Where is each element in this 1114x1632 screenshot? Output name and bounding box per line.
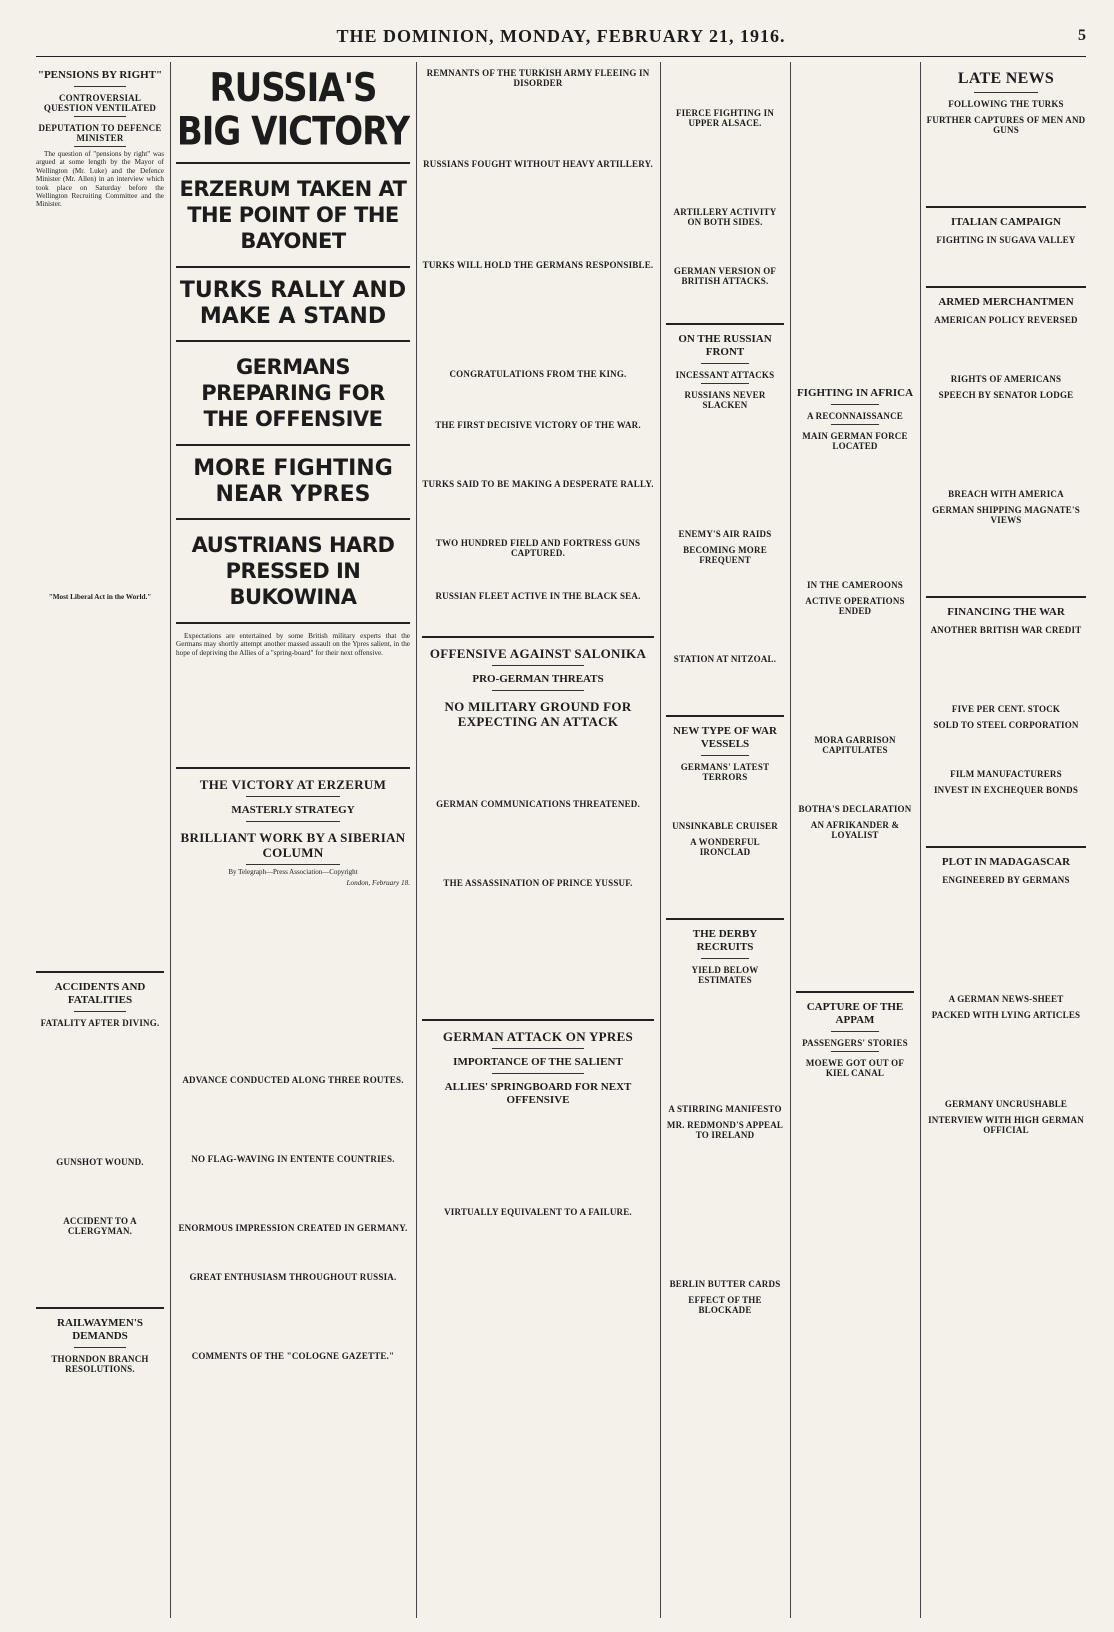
article-body-placeholder	[36, 603, 164, 963]
subhead-gunshot: GUNSHOT WOUND.	[56, 1157, 144, 1168]
subhead-german-version: GERMAN VERSION OF BRITISH ATTACKS.	[673, 266, 777, 286]
headline-salonika: OFFENSIVE AGAINST SALONIKA	[429, 646, 647, 661]
article-body-placeholder	[926, 328, 1086, 368]
subhead-interview: INTERVIEW WITH HIGH GERMAN OFFICIAL	[928, 1115, 1084, 1135]
subhead-five-per-cent: FIVE PER CENT. STOCK	[951, 704, 1061, 714]
subhead-blockade: EFFECT OF THE BLOCKADE	[688, 1295, 762, 1315]
subhead-war-credit: ANOTHER BRITISH WAR CREDIT	[930, 625, 1082, 635]
headline-armed-merchantmen: ARMED MERCHANTMEN	[938, 296, 1074, 308]
subhead-masterly: MASTERLY STRATEGY	[231, 804, 355, 817]
subhead-three-routes: ADVANCE CONDUCTED ALONG THREE ROUTES.	[182, 1075, 404, 1086]
subhead-film-manufacturers: FILM MANUFACTURERS	[950, 769, 1062, 779]
column-russia-victory	[176, 62, 410, 1618]
article-body-placeholder	[796, 843, 914, 983]
article-body-placeholder	[36, 1031, 164, 1151]
article-body-placeholder	[926, 1023, 1086, 1093]
headline-austrians-pressed: AUSTRIANS HARD PRESSED IN BUKOWINA	[191, 533, 395, 609]
article-body-placeholder	[176, 889, 410, 1069]
article-text: The question of "pensions by right" was argued at some length by the Mayor of Wellington (Mr. Luke) and the Defence Minister (Mr. Allen) in an interview which took place on Saturday before the Wellington Recruiting Committee and the Minister.	[36, 150, 164, 209]
article-body-placeholder	[796, 454, 914, 574]
subhead-prince-yussuf: THE ASSASSINATION OF PRINCE YUSSUF.	[443, 878, 633, 888]
subhead-latest-terrors: GERMANS' LATEST TERRORS	[680, 762, 770, 782]
subhead-fatality: FATALITY AFTER DIVING.	[40, 1018, 160, 1029]
subhead-operations-ended: ACTIVE OPERATIONS ENDED	[805, 596, 905, 616]
headline-new-war-vessels: NEW TYPE OF WAR VESSELS	[673, 725, 777, 750]
subhead-news-sheet: A GERMAN NEWS-SHEET	[948, 994, 1064, 1004]
headline-victory-erzerum: THE VICTORY AT ERZERUM	[199, 777, 387, 793]
headline-accidents: ACCIDENTS AND FATALITIES	[54, 981, 146, 1007]
subhead-sugava: FIGHTING IN SUGAVA VALLEY	[936, 235, 1076, 245]
article-body-placeholder	[926, 248, 1086, 278]
subhead-salient: IMPORTANCE OF THE SALIENT	[453, 1056, 623, 1068]
subhead-mora-capitulates: MORA GARRISON CAPITULATES	[814, 735, 896, 755]
article-body-placeholder	[422, 733, 654, 793]
subhead-main-german-force: MAIN GERMAN FORCE LOCATED	[802, 431, 908, 451]
article-body-placeholder	[36, 1239, 164, 1299]
article-text: Expectations are entertained by some British military experts that the Germans may shortly attempt another massed assault on the Ypres salient, in the hope of depriving the Allies of a "spring-board" for their next offensive.	[176, 632, 410, 657]
dateline: London, February 18.	[346, 878, 410, 887]
column-rule	[920, 62, 921, 1618]
subhead-stirring-manifesto: A STIRRING MANIFESTO	[668, 1104, 782, 1114]
article-body-placeholder	[926, 888, 1086, 988]
headline-financing-war: FINANCING THE WAR	[947, 606, 1065, 618]
article-body-placeholder	[666, 62, 784, 102]
article-body-placeholder	[666, 131, 784, 201]
subhead-air-raids: ENEMY'S AIR RAIDS	[678, 529, 772, 539]
subhead-first-decisive: THE FIRST DECISIVE VICTORY OF THE WAR.	[435, 420, 641, 430]
column-rule	[660, 62, 661, 1618]
subhead-following-turks: FOLLOWING THE TURKS	[948, 99, 1064, 109]
subhead-botha: BOTHA'S DECLARATION	[798, 804, 912, 814]
subhead-enormous-impression: ENORMOUS IMPRESSION CREATED IN GERMANY.	[178, 1223, 408, 1234]
column-turkish-army	[422, 62, 654, 1618]
headline-russian-front: ON THE RUSSIAN FRONT	[678, 333, 772, 358]
article-body-placeholder	[422, 561, 654, 585]
headline-russias-big-victory: RUSSIA'S BIG VICTORY	[176, 65, 410, 155]
article-body-placeholder	[666, 667, 784, 707]
subhead-no-military-ground: NO MILITARY GROUND FOR EXPECTING AN ATTACK	[444, 699, 632, 729]
article-body-placeholder	[666, 1143, 784, 1273]
article-body-placeholder	[926, 733, 1086, 763]
headline-erzerum-taken: ERZERUM TAKEN AT THE POINT OF THE BAYONET	[179, 177, 407, 253]
article-body-placeholder	[176, 1285, 410, 1345]
article-body-placeholder	[926, 403, 1086, 483]
headline-germans-preparing: GERMANS PREPARING FOR THE OFFENSIVE	[201, 355, 385, 431]
subhead-more-frequent: BECOMING MORE FREQUENT	[683, 545, 767, 565]
headline-italian-campaign: ITALIAN CAMPAIGN	[951, 216, 1061, 228]
subhead-deputation: DEPUTATION TO DEFENCE MINISTER	[38, 123, 162, 143]
subhead-controversial: CONTROVERSIAL QUESTION VENTILATED	[43, 93, 157, 113]
subhead-liberal-act: "Most Liberal Act in the World."	[48, 592, 152, 601]
article-body-placeholder	[422, 891, 654, 1011]
column-pensions	[36, 62, 164, 1618]
dispatch-source: By Telegraph—Press Association—Copyright	[228, 868, 358, 877]
subhead-engineered: ENGINEERED BY GERMANS	[942, 875, 1070, 885]
column-rule	[170, 62, 171, 1618]
subhead-without-artillery: RUSSIANS FOUGHT WITHOUT HEAVY ARTILLERY.	[423, 159, 653, 169]
column-rule	[790, 62, 791, 1618]
subhead-lying-articles: PACKED WITH LYING ARTICLES	[931, 1010, 1081, 1020]
article-body-placeholder	[36, 211, 164, 591]
masthead	[36, 26, 1086, 57]
article-body-placeholder	[796, 619, 914, 729]
article-body-placeholder	[666, 785, 784, 815]
headline-derby-recruits: THE DERBY RECRUITS	[692, 928, 758, 953]
subhead-below-estimates: YIELD BELOW ESTIMATES	[691, 965, 759, 985]
subhead-turks-responsible: TURKS WILL HOLD THE GERMANS RESPONSIBLE.	[422, 260, 654, 270]
subhead-artillery-activity: ARTILLERY ACTIVITY ON BOTH SIDES.	[673, 207, 777, 227]
article-body-placeholder	[422, 172, 654, 254]
article-body-placeholder	[666, 230, 784, 260]
headline-madagascar: PLOT IN MADAGASCAR	[941, 856, 1071, 868]
headline-fighting-africa: FIGHTING IN AFRICA	[796, 387, 914, 399]
subhead-equivalent-failure: VIRTUALLY EQUIVALENT TO A FAILURE.	[444, 1207, 632, 1217]
column-late-news	[926, 62, 1086, 1618]
subhead-great-enthusiasm: GREAT ENTHUSIASM THROUGHOUT RUSSIA.	[189, 1272, 397, 1283]
article-body-placeholder	[176, 1236, 410, 1266]
subhead-cameroons: IN THE CAMEROONS	[806, 580, 904, 590]
page-number: 5	[1078, 27, 1086, 44]
subhead-two-hundred-guns: TWO HUNDRED FIELD AND FORTRESS GUNS CAPTURED.	[435, 538, 641, 558]
headline-fighting-near-ypres: MORE FIGHTING NEAR YPRES	[193, 456, 393, 507]
subhead-american-policy: AMERICAN POLICY REVERSED	[934, 315, 1078, 325]
subhead-afrikander: AN AFRIKANDER & LOYALIST	[810, 820, 900, 840]
headline-pensions: "PENSIONS BY RIGHT"	[37, 69, 163, 81]
article-body-placeholder	[666, 860, 784, 910]
article-body-placeholder	[926, 638, 1086, 698]
column-rule	[416, 62, 417, 1618]
subhead-steel-corporation: SOLD TO STEEL CORPORATION	[933, 720, 1079, 730]
article-body-placeholder	[176, 1167, 410, 1217]
subhead-butter-cards: BERLIN BUTTER CARDS	[669, 1279, 781, 1289]
subhead-never-slacken: RUSSIANS NEVER SLACKEN	[684, 390, 766, 410]
headline-railwaymen: RAILWAYMEN'S DEMANDS	[57, 1317, 143, 1343]
subhead-upper-alsace: FIERCE FIGHTING IN UPPER ALSACE.	[675, 108, 775, 128]
article-body-placeholder	[36, 1170, 164, 1210]
subhead-thorndon: THORNDON BRANCH RESOLUTIONS.	[51, 1354, 149, 1375]
subhead-nitzoal: STATION AT NITZOAL.	[673, 654, 777, 664]
article-body-placeholder	[422, 273, 654, 363]
article-body-placeholder	[422, 492, 654, 532]
subhead-clergyman: ACCIDENT TO A CLERGYMAN.	[63, 1216, 137, 1237]
subhead-black-sea: RUSSIAN FLEET ACTIVE IN THE BLACK SEA.	[435, 591, 641, 601]
article-body-placeholder	[666, 988, 784, 1098]
subhead-siberian-column: BRILLIANT WORK BY A SIBERIAN COLUMN	[180, 830, 406, 861]
headline-turks-rally: TURKS RALLY AND MAKE A STAND	[179, 278, 407, 329]
headline-appam: CAPTURE OF THE APPAM	[806, 1001, 904, 1026]
article-body-placeholder	[176, 1088, 410, 1148]
article-body-placeholder	[926, 528, 1086, 588]
column-africa	[796, 380, 914, 1618]
subhead-incessant-attacks: INCESSANT ATTACKS	[675, 370, 775, 380]
subhead-cologne-gazette: COMMENTS OF THE "COLOGNE GAZETTE."	[191, 1351, 395, 1362]
subhead-redmond: MR. REDMOND'S APPEAL TO IRELAND	[666, 1120, 784, 1140]
subhead-springboard: ALLIES' SPRINGBOARD FOR NEXT OFFENSIVE	[444, 1081, 632, 1106]
article-body-placeholder	[926, 798, 1086, 838]
subhead-wonderful-ironclad: A WONDERFUL IRONCLAD	[690, 837, 760, 857]
subhead-desperate-rally: TURKS SAID TO BE MAKING A DESPERATE RALLY.	[422, 479, 654, 489]
subhead-passengers: PASSENGERS' STORIES	[802, 1038, 908, 1048]
article-body-placeholder	[666, 413, 784, 523]
article-body-placeholder	[422, 382, 654, 414]
subhead-unsinkable: UNSINKABLE CRUISER	[672, 821, 778, 831]
subhead-senator-lodge: SPEECH BY SENATOR LODGE	[938, 390, 1074, 400]
subhead-king: CONGRATULATIONS FROM THE KING.	[449, 369, 627, 379]
headline-late-news: LATE NEWS	[957, 70, 1055, 87]
article-body-placeholder	[422, 91, 654, 153]
subhead-remnants: REMNANTS OF THE TURKISH ARMY FLEEING IN DISORDER	[426, 68, 650, 88]
article-body-placeholder	[422, 604, 654, 628]
subhead-no-flag-waving: NO FLAG-WAVING IN ENTENTE COUNTRIES.	[191, 1154, 395, 1165]
article-body-placeholder	[926, 138, 1086, 198]
article-body-placeholder	[666, 568, 784, 648]
column-russian-front	[666, 62, 784, 1618]
article-body-placeholder	[176, 659, 410, 759]
headline-ypres-attack: GERMAN ATTACK ON YPRES	[442, 1029, 634, 1044]
article-body-placeholder	[666, 289, 784, 315]
article-body-placeholder	[422, 1111, 654, 1201]
masthead-title: THE DOMINION, MONDAY, FEBRUARY 21, 1916.	[336, 26, 786, 46]
subhead-pro-german: PRO-GERMAN THREATS	[472, 673, 604, 685]
subhead-further-captures: FURTHER CAPTURES OF MEN AND GUNS	[926, 115, 1086, 135]
article-body-placeholder	[422, 812, 654, 872]
subhead-breach-america: BREACH WITH AMERICA	[948, 489, 1064, 499]
subhead-reconnaissance: A RECONNAISSANCE	[807, 411, 903, 421]
subhead-rights-americans: RIGHTS OF AMERICANS	[950, 374, 1062, 384]
subhead-uncrushable: GERMANY UNCRUSHABLE	[944, 1099, 1068, 1109]
article-body-placeholder	[796, 758, 914, 798]
subhead-moewe: MOEWE GOT OUT OF KIEL CANAL	[805, 1058, 905, 1078]
subhead-shipping-magnate: GERMAN SHIPPING MAGNATE'S VIEWS	[932, 505, 1080, 525]
subhead-communications: GERMAN COMMUNICATIONS THREATENED.	[436, 799, 640, 809]
subhead-exchequer-bonds: INVEST IN EXCHEQUER BONDS	[933, 785, 1079, 795]
article-body-placeholder	[422, 433, 654, 473]
